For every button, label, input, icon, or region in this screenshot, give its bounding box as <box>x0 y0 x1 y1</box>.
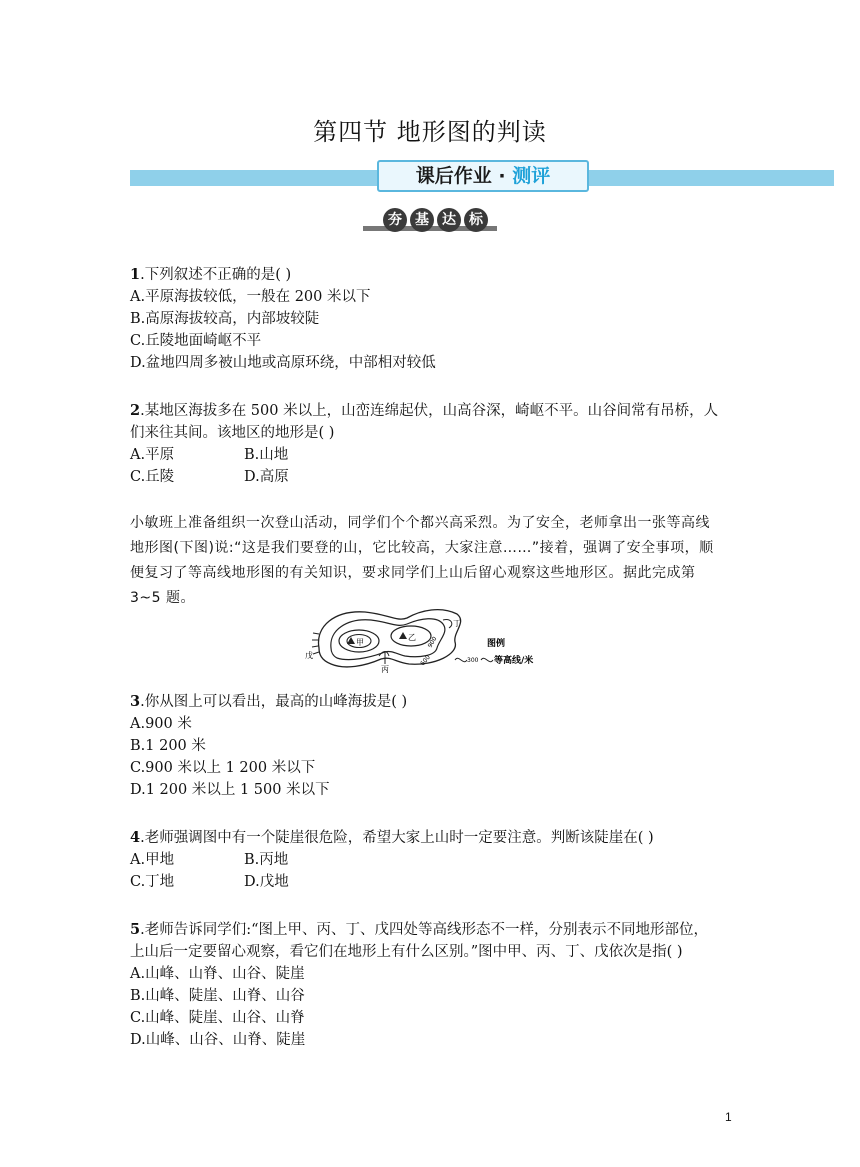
contour-label-900: 900 <box>426 635 439 649</box>
question-text: .你从图上可以看出，最高的山峰海拔是( ) <box>140 694 408 710</box>
question-3-option-c: C.900 米以上 1 200 米以下 <box>130 760 316 776</box>
question-2-option-c: C.丘陵 <box>130 469 175 485</box>
question-2-option-d: D.高原 <box>244 469 289 485</box>
map-label-jia: 甲 <box>356 638 364 647</box>
question-1-stem <box>130 264 291 286</box>
question-3-option-d: D.1 200 米以上 1 500 米以下 <box>130 782 330 798</box>
subtitle-char: 达 <box>437 208 461 232</box>
question-4-options-row-1 <box>130 849 288 871</box>
question-2-options-row-2 <box>130 466 289 488</box>
page-number: 1 <box>725 1110 732 1124</box>
passage-line: 小敏班上准备组织一次登山活动，同学们个个都兴高采烈。为了安全，老师拿出一张等高线 <box>130 515 710 531</box>
subtitle-char: 夯 <box>383 208 407 232</box>
banner-highlight: 测评 <box>512 165 551 187</box>
peak-triangle-icon <box>399 632 407 639</box>
banner-prefix: 课后作业 · <box>415 165 513 187</box>
question-3-option-b: B.1 200 米 <box>130 738 206 754</box>
question-5-stem-continued: 上山后一定要留心观察，看它们在地形上有什么区别。”图中甲、丙、丁、戊依次是指( ) <box>130 944 683 960</box>
legend-title: 图例 <box>487 639 506 649</box>
map-label-wu: 戊 <box>305 651 313 660</box>
legend-value: 300 <box>467 657 479 664</box>
question-4-option-a: A.甲地 <box>130 852 175 868</box>
question-5-stem <box>130 919 708 941</box>
question-2-stem-continued: 们来往其间。该地区的地形是( ) <box>130 425 335 441</box>
question-number: 3 <box>130 693 141 710</box>
question-1-option-a: A.平原海拔较低，一般在 200 米以下 <box>130 289 371 305</box>
question-5-option-c: C.山峰、陡崖、山谷、山脊 <box>130 1010 305 1026</box>
question-4-option-d: D.戊地 <box>244 874 289 890</box>
question-text: .某地区海拔多在 500 米以上，山峦连绵起伏，山高谷深，崎岖不平。山谷间常有吊桥，人 <box>140 403 719 419</box>
question-number: 2 <box>130 402 141 419</box>
subtitle-char: 标 <box>464 208 488 232</box>
question-text: .老师告诉同学们:“图上甲、丙、丁、戊四处等高线形态不一样，分别表示不同地形部位， <box>140 922 708 938</box>
question-5-option-b: B.山峰、陡崖、山脊、山谷 <box>130 988 305 1004</box>
map-label-bing: 丙 <box>381 665 389 674</box>
question-2-options-row-1 <box>130 444 288 466</box>
subtitle-tag <box>383 208 488 232</box>
question-2-option-a: A.平原 <box>130 447 175 463</box>
question-1-option-d: D.盆地四周多被山地或高原环绕，中部相对较低 <box>130 355 436 371</box>
question-4-option-c: C.丁地 <box>130 874 175 890</box>
question-3-option-a: A.900 米 <box>130 716 192 732</box>
question-1-option-b: B.高原海拔较高，内部坡较陡 <box>130 311 320 327</box>
section-banner <box>377 160 589 192</box>
passage-line: 地形图(下图)说:“这是我们要登的山，它比较高，大家注意……”接着，强调了安全事项，顺 <box>130 540 714 556</box>
question-text: .老师强调图中有一个陡崖很危险，希望大家上山时一定要注意。判断该陡崖在( ) <box>140 830 654 846</box>
question-5-option-d: D.山峰、山谷、山脊、陡崖 <box>130 1032 306 1048</box>
question-number: 5 <box>130 921 141 938</box>
question-5-option-a: A.山峰、山脊、山谷、陡崖 <box>130 966 305 982</box>
question-2-option-b: B.山地 <box>244 447 289 463</box>
contour-map <box>305 604 555 676</box>
question-3-stem <box>130 691 407 713</box>
map-label-ding: 丁 <box>453 619 461 628</box>
passage-line: 3~5 题。 <box>130 590 195 606</box>
map-label-yi: 乙 <box>408 633 416 642</box>
question-1-option-c: C.丘陵地面崎岖不平 <box>130 333 262 349</box>
question-text: .下列叙述不正确的是( ) <box>140 267 292 283</box>
question-number: 1 <box>130 266 141 283</box>
legend-text: 等高线/米 <box>494 656 534 666</box>
question-4-stem <box>130 827 654 849</box>
passage-line: 便复习了等高线地形图的有关知识，要求同学们上山后留心观察这些地形区。据此完成第 <box>130 565 696 581</box>
question-4-options-row-2 <box>130 871 289 893</box>
question-2-stem <box>130 400 718 422</box>
subtitle-char: 基 <box>410 208 434 232</box>
question-number: 4 <box>130 829 141 846</box>
question-4-option-b: B.丙地 <box>244 852 289 868</box>
contour-label-600: 600 <box>419 654 432 668</box>
page-title: 第四节 地形图的判读 <box>313 118 547 146</box>
